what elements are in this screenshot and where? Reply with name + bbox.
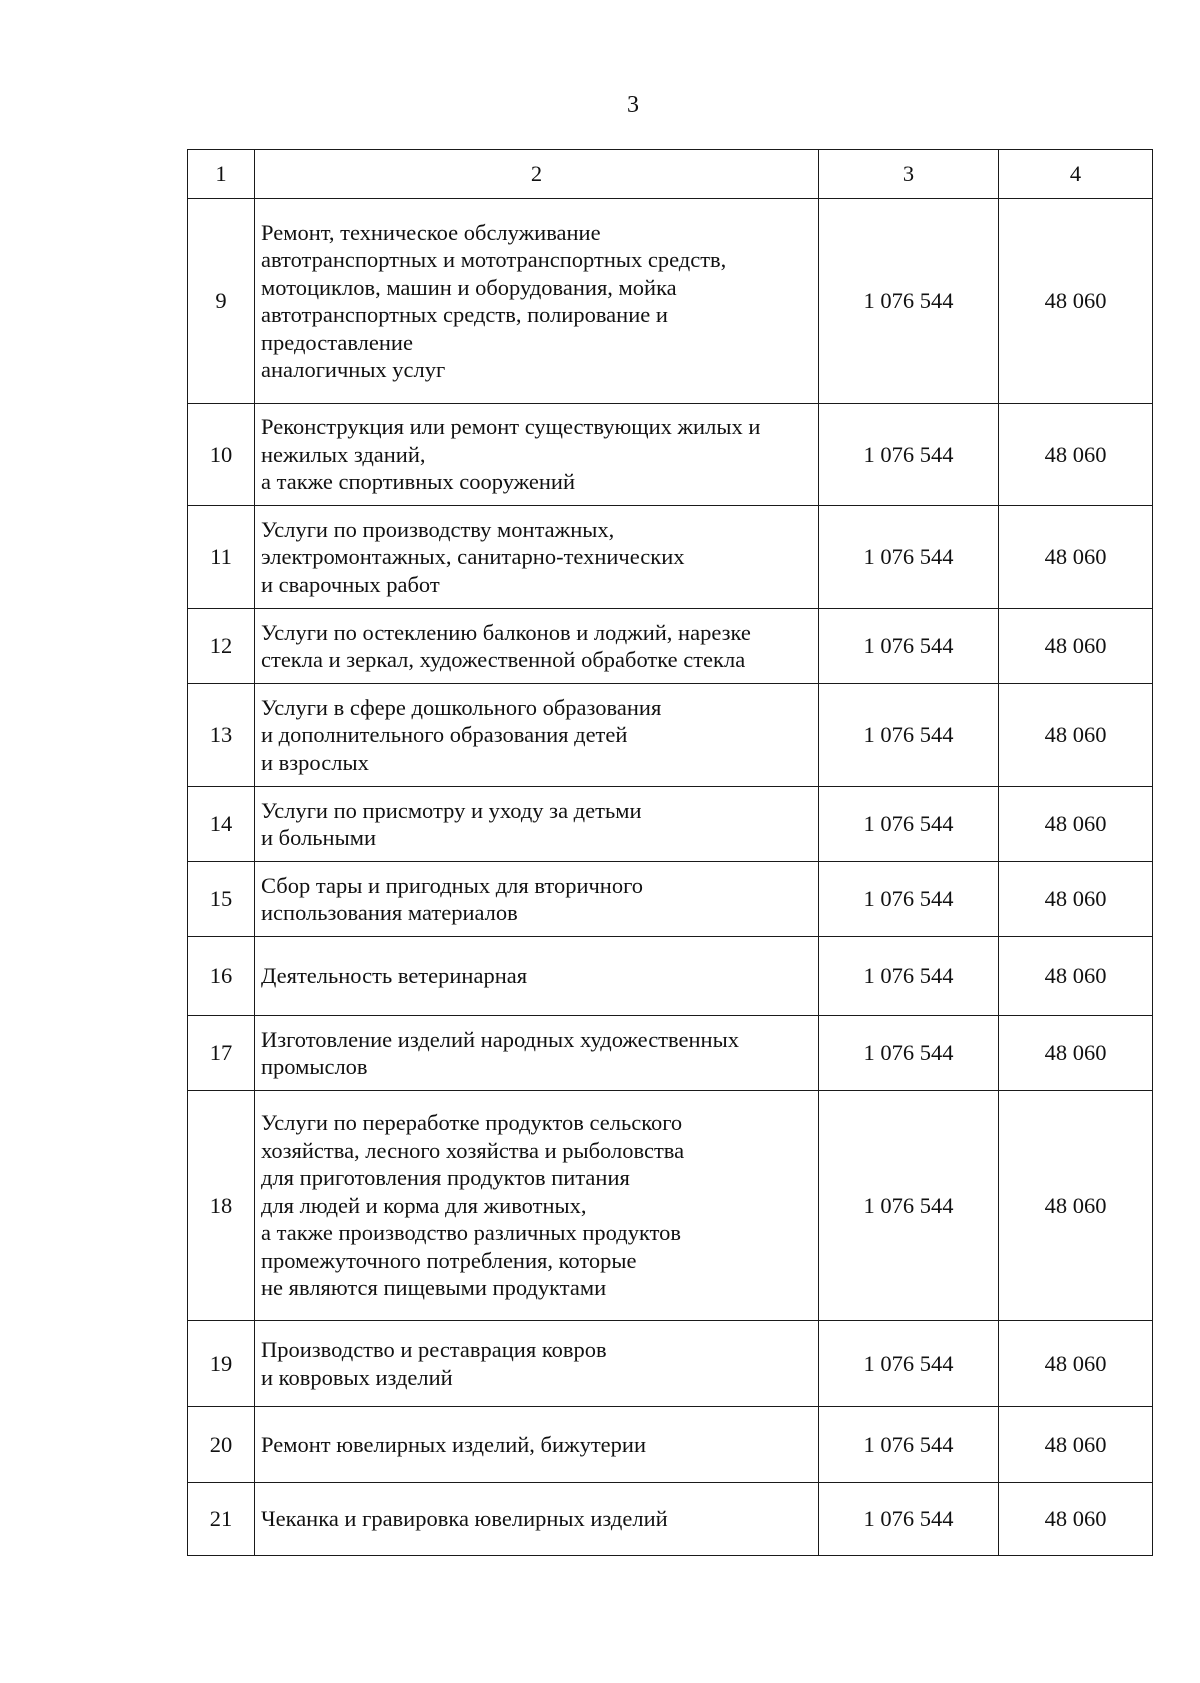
row-value-col3: 1 076 544 xyxy=(819,1407,999,1483)
row-description xyxy=(255,199,819,404)
row-number: 14 xyxy=(188,787,255,862)
description-line: и дополнительного образования детей xyxy=(261,722,628,748)
row-number: 15 xyxy=(188,862,255,937)
description-line: мотоциклов, машин и оборудования, мойка xyxy=(261,274,677,300)
description-line: промежуточного потребления, которые xyxy=(261,1247,637,1273)
description-line: промыслов xyxy=(261,1054,368,1079)
row-value-col4: 48 060 xyxy=(999,937,1153,1016)
description-line: и ковровых изделий xyxy=(261,1364,453,1390)
description-line: не являются пищевыми продуктами xyxy=(261,1275,607,1301)
table-row xyxy=(188,506,1153,609)
header-cell-4: 4 xyxy=(999,150,1153,199)
description-line: Деятельность ветеринарная xyxy=(261,963,528,989)
description-line: Реконструкция или ремонт существующих жилых и xyxy=(261,414,761,440)
description-line: хозяйства, лесного хозяйства и рыболовства xyxy=(261,1137,685,1163)
table-row xyxy=(188,404,1153,506)
row-value-col4: 48 060 xyxy=(999,1016,1153,1091)
row-value-col3: 1 076 544 xyxy=(819,684,999,787)
description-line: Услуги в сфере дошкольного образования xyxy=(261,694,662,720)
row-number: 17 xyxy=(188,1016,255,1091)
row-number: 18 xyxy=(188,1091,255,1321)
description-line: аналогичных услуг xyxy=(261,357,446,382)
row-value-col4: 48 060 xyxy=(999,1321,1153,1407)
row-value-col4: 48 060 xyxy=(999,1407,1153,1483)
row-value-col3: 1 076 544 xyxy=(819,199,999,404)
row-description xyxy=(255,1091,819,1321)
row-value-col3: 1 076 544 xyxy=(819,506,999,609)
description-line: Услуги по переработке продуктов сельского xyxy=(261,1110,683,1136)
table-row xyxy=(188,1407,1153,1483)
row-value-col3: 1 076 544 xyxy=(819,1016,999,1091)
row-value-col4: 48 060 xyxy=(999,199,1153,404)
row-value-col3: 1 076 544 xyxy=(819,787,999,862)
row-value-col4: 48 060 xyxy=(999,862,1153,937)
header-cell-2: 2 xyxy=(255,150,819,199)
description-line: автотранспортных средств, полирование и xyxy=(261,302,668,327)
description-line: для людей и корма для животных, xyxy=(261,1192,587,1218)
row-description xyxy=(255,937,819,1016)
row-number: 13 xyxy=(188,684,255,787)
row-description xyxy=(255,787,819,862)
description-line: и больными xyxy=(261,825,376,850)
row-number: 20 xyxy=(188,1407,255,1483)
table-row xyxy=(188,862,1153,937)
header-cell-3: 3 xyxy=(819,150,999,199)
row-value-col4: 48 060 xyxy=(999,684,1153,787)
description-line: предоставление xyxy=(261,329,413,355)
description-line: Изготовление изделий народных художественных xyxy=(261,1026,739,1052)
row-number: 19 xyxy=(188,1321,255,1407)
row-number: 11 xyxy=(188,506,255,609)
description-line: стекла и зеркал, художественной обработке стекла xyxy=(261,647,746,672)
description-line: Ремонт ювелирных изделий, бижутерии xyxy=(261,1431,646,1457)
table-row xyxy=(188,199,1153,404)
row-number: 12 xyxy=(188,609,255,684)
description-line: а также производство различных продуктов xyxy=(261,1220,682,1246)
row-description xyxy=(255,404,819,506)
table-row xyxy=(188,1321,1153,1407)
row-description xyxy=(255,862,819,937)
row-value-col4: 48 060 xyxy=(999,1483,1153,1556)
table-row xyxy=(188,1483,1153,1556)
description-line: электромонтажных, санитарно-технических xyxy=(261,544,685,570)
header-cell-1: 1 xyxy=(188,150,255,199)
row-description xyxy=(255,1483,819,1556)
table-row xyxy=(188,1091,1153,1321)
description-line: для приготовления продуктов питания xyxy=(261,1165,630,1191)
description-line: Услуги по присмотру и уходу за детьми xyxy=(261,797,642,823)
description-line: автотранспортных и мототранспортных средств, xyxy=(261,247,727,272)
row-number: 10 xyxy=(188,404,255,506)
row-value-col3: 1 076 544 xyxy=(819,609,999,684)
row-description xyxy=(255,684,819,787)
description-line: Услуги по остеклению балконов и лоджий, нарезке xyxy=(261,619,751,645)
row-description xyxy=(255,1407,819,1483)
description-line: и сварочных работ xyxy=(261,571,440,597)
description-line: Производство и реставрация ковров xyxy=(261,1337,607,1362)
row-number: 16 xyxy=(188,937,255,1016)
row-value-col3: 1 076 544 xyxy=(819,404,999,506)
row-description xyxy=(255,1321,819,1407)
row-value-col3: 1 076 544 xyxy=(819,862,999,937)
row-value-col4: 48 060 xyxy=(999,1091,1153,1321)
table-body xyxy=(188,199,1153,1556)
table-header-row xyxy=(188,150,1153,199)
row-value-col4: 48 060 xyxy=(999,404,1153,506)
description-line: Чеканка и гравировка ювелирных изделий xyxy=(261,1506,668,1532)
table-row xyxy=(188,1016,1153,1091)
row-number: 9 xyxy=(188,199,255,404)
row-number: 21 xyxy=(188,1483,255,1556)
description-line: Ремонт, техническое обслуживание xyxy=(261,219,601,245)
row-value-col4: 48 060 xyxy=(999,787,1153,862)
description-line: и взрослых xyxy=(261,749,369,775)
row-description xyxy=(255,609,819,684)
page-number: 3 xyxy=(627,92,639,118)
row-description xyxy=(255,1016,819,1091)
row-value-col3: 1 076 544 xyxy=(819,1321,999,1407)
row-value-col3: 1 076 544 xyxy=(819,937,999,1016)
description-line: Сбор тары и пригодных для вторичного xyxy=(261,872,644,898)
row-value-col4: 48 060 xyxy=(999,506,1153,609)
services-table xyxy=(187,149,1153,1556)
table-row xyxy=(188,609,1153,684)
table-row xyxy=(188,937,1153,1016)
row-description xyxy=(255,506,819,609)
description-line: нежилых зданий, xyxy=(261,441,426,467)
table-row xyxy=(188,787,1153,862)
table-row xyxy=(188,684,1153,787)
description-line: использования материалов xyxy=(261,900,518,925)
row-value-col4: 48 060 xyxy=(999,609,1153,684)
description-line: Услуги по производству монтажных, xyxy=(261,516,615,542)
row-value-col3: 1 076 544 xyxy=(819,1091,999,1321)
description-line: а также спортивных сооружений xyxy=(261,469,576,495)
row-value-col3: 1 076 544 xyxy=(819,1483,999,1556)
